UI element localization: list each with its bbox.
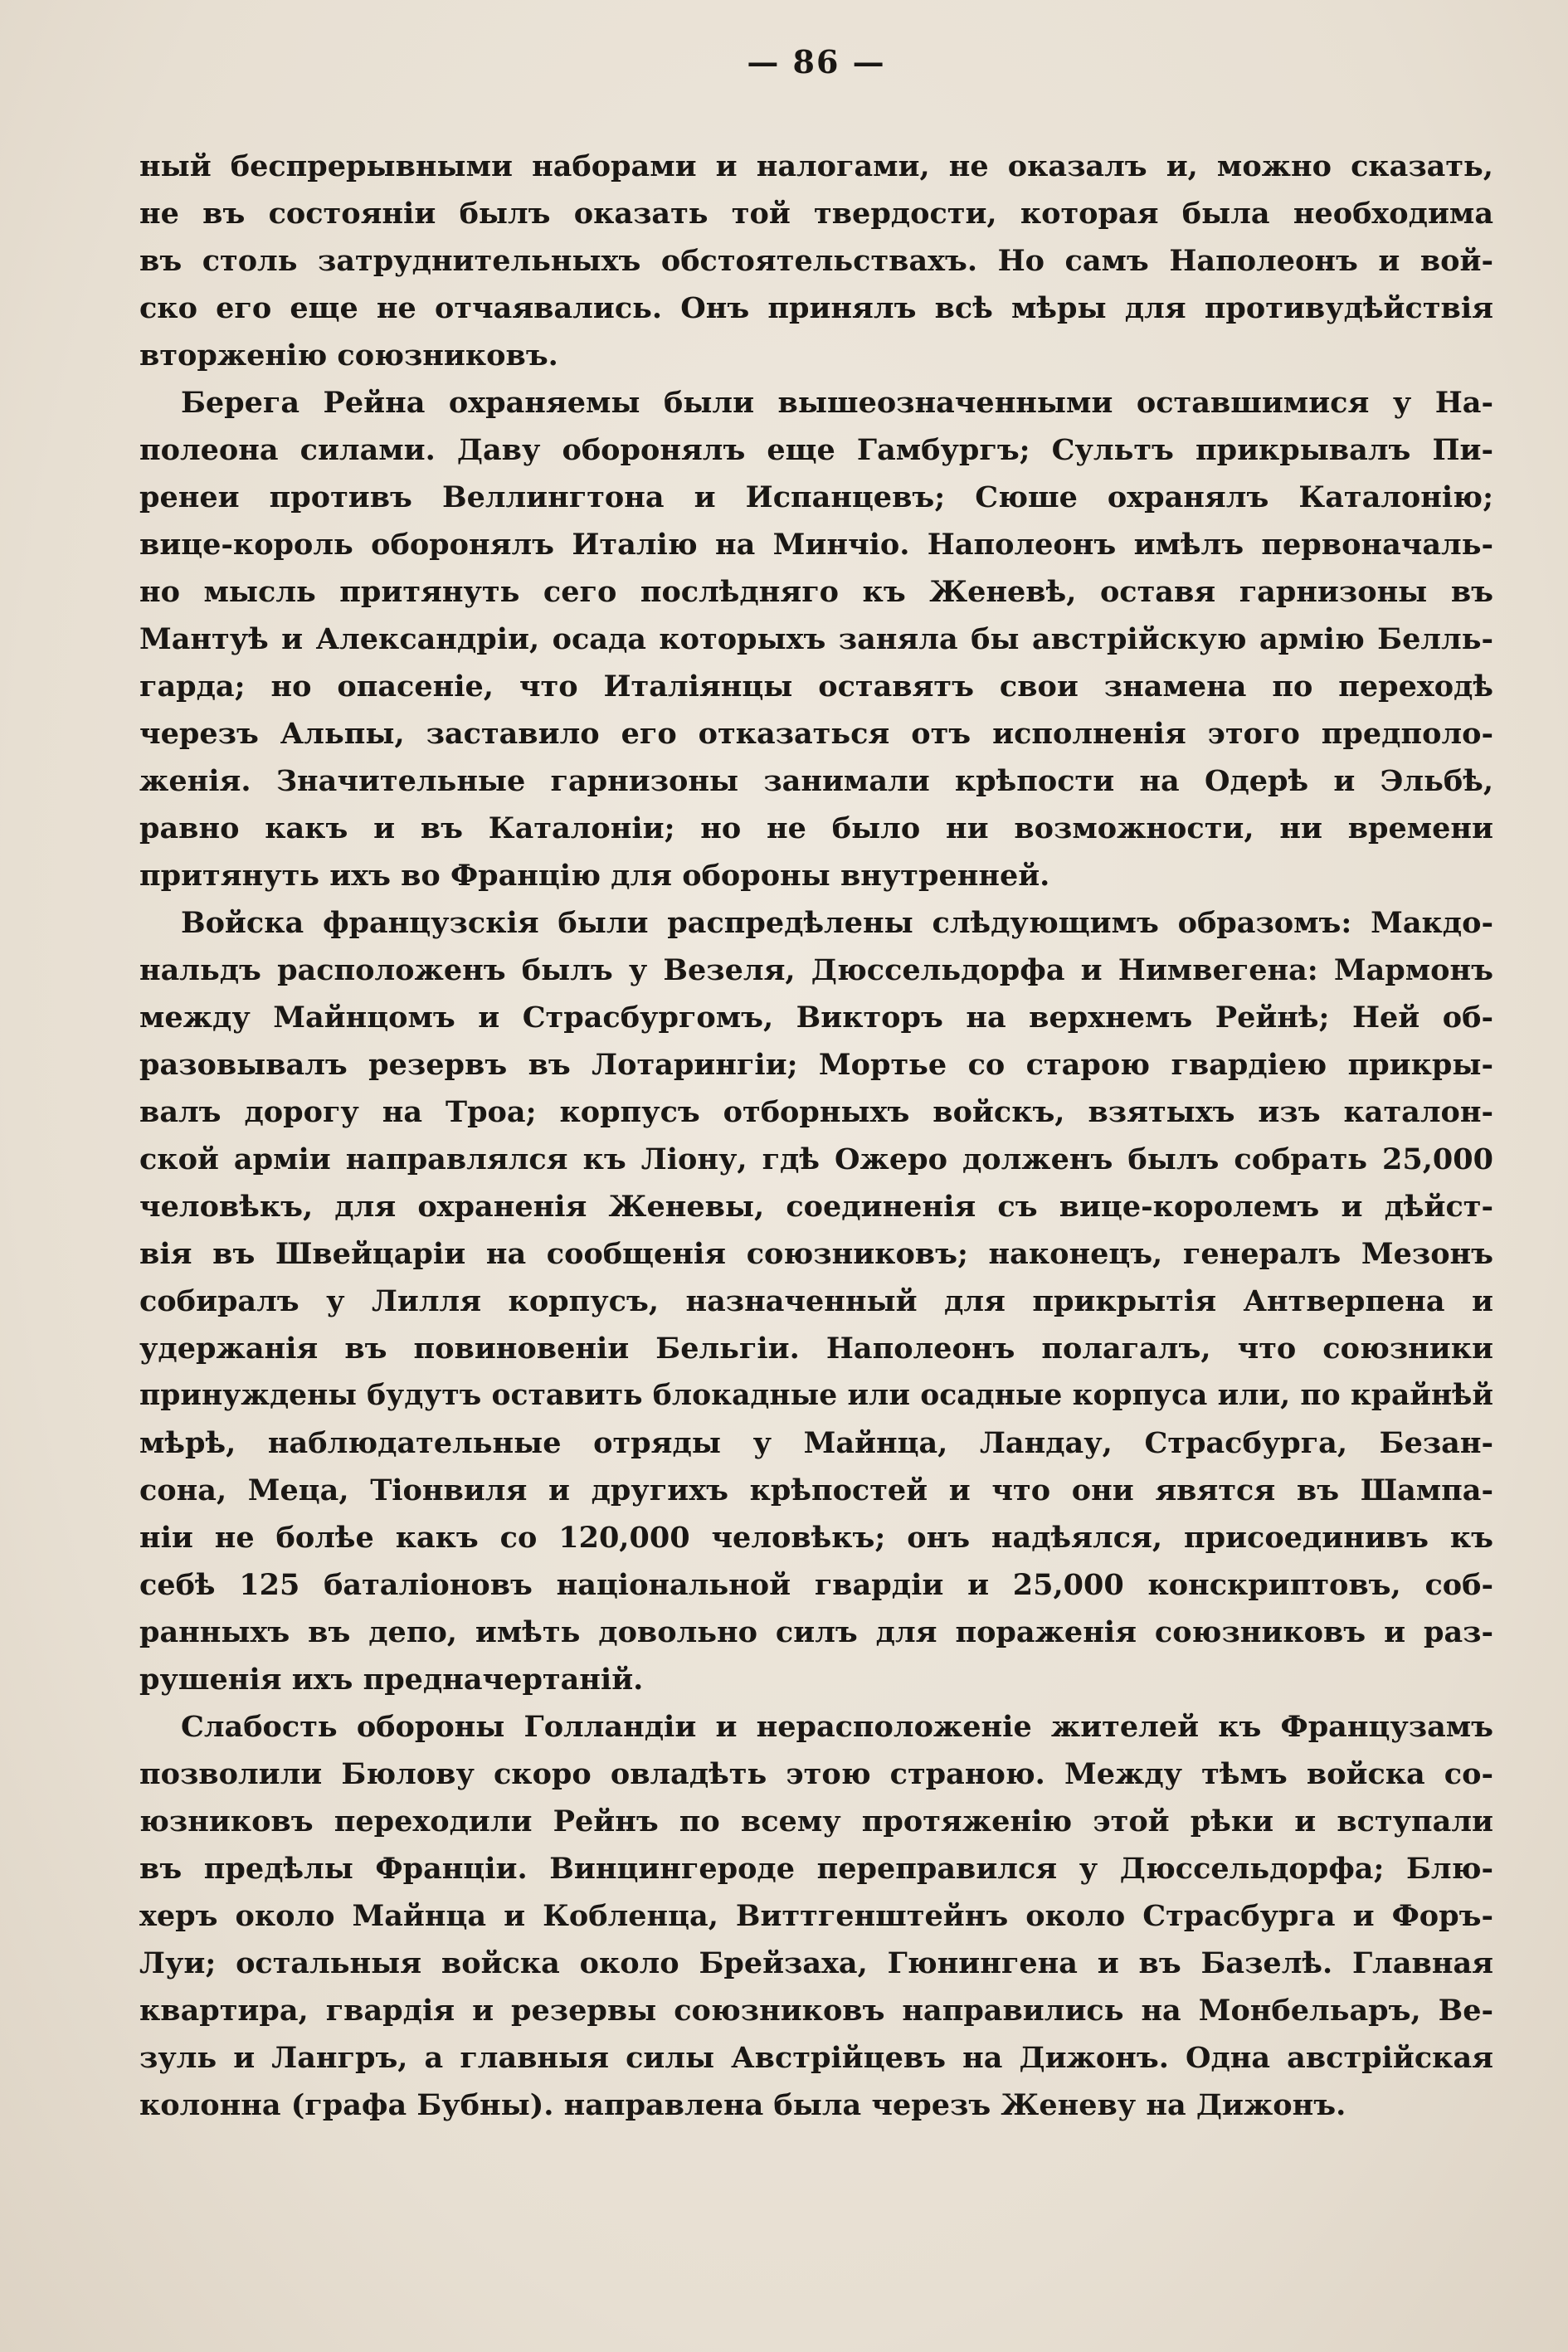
text-line: позволили Бюлову скоро овладѣть этою страною. Между тѣмъ войска со- xyxy=(139,1757,1493,1791)
text-line: ніи не болѣе какъ со 120,000 человѣкъ; онъ надѣялся, присоединивъ къ xyxy=(139,1521,1493,1555)
text-line: вія въ Швейцаріи на сообщенія союзниковъ; наконецъ, генералъ Мезонъ xyxy=(139,1237,1493,1271)
text-line: притянуть ихъ во Францію для обороны внутренней. xyxy=(139,859,1050,893)
text-line: колонна (графа Бубны). направлена была черезъ Женеву на Дижонъ. xyxy=(139,2088,1346,2122)
text-line: ренеи противъ Веллингтона и Испанцевъ; Сюше охранялъ Каталонію; xyxy=(139,480,1493,514)
text-line: гарда; но опасеніе, что Италіянцы оставятъ свои знамена по переходѣ xyxy=(139,670,1493,704)
text-line: Мантуѣ и Александріи, осада которыхъ заняла бы австрійскую армію Белль- xyxy=(139,622,1493,656)
text-line: Берега Рейна охраняемы были вышеозначенными оставшимися у На- xyxy=(181,386,1493,420)
text-line: ранныхъ въ депо, имѣть довольно силъ для пораженія союзниковъ и раз- xyxy=(139,1615,1493,1649)
text-line: въ предѣлы Франціи. Винцингероде переправился у Дюссельдорфа; Блю- xyxy=(139,1852,1493,1886)
text-line: принуждены будутъ оставить блокадные или осадные корпуса или, по крайнѣй xyxy=(139,1379,1493,1412)
text-line: человѣкъ, для охраненія Женевы, соединенія съ вице-королемъ и дѣйст- xyxy=(139,1190,1493,1224)
text-line: сона, Меца, Тіонвиля и другихъ крѣпостей и что они явятся въ Шампа- xyxy=(139,1473,1493,1507)
text-line: квартира, гвардія и резервы союзниковъ направились на Монбельаръ, Ве- xyxy=(139,1994,1493,2028)
text-line: Войска французскія были распредѣлены слѣдующимъ образомъ: Макдо- xyxy=(181,906,1493,940)
text-line: ный беспрерывными наборами и налогами, не оказалъ и, можно сказать, xyxy=(139,149,1493,183)
text-line: Слабость обороны Голландіи и нерасположеніе жителей къ Французамъ xyxy=(181,1710,1493,1744)
text-line: собиралъ у Лилля корпусъ, назначенный для прикрытія Антверпена и xyxy=(139,1284,1493,1318)
text-line: юзниковъ переходили Рейнъ по всему протяженію этой рѣки и вступали xyxy=(139,1804,1493,1838)
text-line: но мысль притянуть сего послѣдняго къ Женевѣ, оставя гарнизоны въ xyxy=(139,575,1493,609)
text-line: удержанія въ повиновеніи Бельгіи. Наполеонъ полагалъ, что союзники xyxy=(139,1332,1493,1366)
paragraph xyxy=(139,1703,1493,2129)
text-line: равно какъ и въ Каталоніи; но не было ни возможности, ни времени xyxy=(139,811,1493,845)
text-line: не въ состояніи былъ оказать той твердости, которая была необходима xyxy=(139,197,1493,231)
page-number: — 86 — xyxy=(747,43,886,80)
text-line: между Майнцомъ и Страсбургомъ, Викторъ на верхнемъ Рейнѣ; Ней об- xyxy=(139,1001,1493,1035)
paragraph xyxy=(139,379,1493,899)
text-body xyxy=(139,143,1493,2129)
paragraph xyxy=(139,899,1493,1703)
text-line: нальдъ расположенъ былъ у Везеля, Дюссельдорфа и Нимвегена: Мармонъ xyxy=(139,953,1493,987)
text-line: черезъ Альпы, заставило его отказаться отъ исполненія этого предполо- xyxy=(139,717,1493,751)
text-line: разовывалъ резервъ въ Лотарингіи; Мортье со старою гвардіею прикры- xyxy=(139,1048,1493,1082)
paragraph xyxy=(139,143,1493,379)
text-line: ско его еще не отчаявались. Онъ принялъ всѣ мѣры для противудѣйствія xyxy=(139,291,1493,325)
text-line: вице-король оборонялъ Италію на Минчіо. Наполеонъ имѣлъ первоначаль- xyxy=(139,528,1493,562)
text-line: ской арміи направлялся къ Ліону, гдѣ Ожеро долженъ былъ собрать 25,000 xyxy=(139,1142,1493,1176)
text-line: полеона силами. Даву оборонялъ еще Гамбургъ; Сультъ прикрывалъ Пи- xyxy=(139,433,1493,467)
text-line: херъ около Майнца и Кобленца, Виттгенштейнъ около Страсбурга и Форъ- xyxy=(139,1899,1493,1933)
text-line: Луи; остальныя войска около Брейзаха, Гюнингена и въ Базелѣ. Главная xyxy=(139,1946,1493,1980)
text-line: вторженію союзниковъ. xyxy=(139,338,558,373)
text-line: рушенія ихъ предначертаній. xyxy=(139,1663,644,1697)
text-line: мѣрѣ, наблюдательные отряды у Майнца, Ландау, Страсбурга, Безан- xyxy=(139,1426,1493,1460)
text-line: въ столь затруднительныхъ обстоятельствахъ. Но самъ Наполеонъ и вой- xyxy=(139,244,1493,278)
text-line: себѣ 125 баталіоновъ національной гвардіи и 25,000 конскриптовъ, соб- xyxy=(139,1568,1493,1602)
text-line: валъ дорогу на Троа; корпусъ отборныхъ войскъ, взятыхъ изъ каталон- xyxy=(139,1095,1493,1129)
text-line: женія. Значительные гарнизоны занимали крѣпости на Одерѣ и Эльбѣ, xyxy=(139,764,1493,798)
text-line: зуль и Лангръ, а главныя силы Австрійцевъ на Дижонъ. Одна австрійская xyxy=(139,2041,1493,2075)
